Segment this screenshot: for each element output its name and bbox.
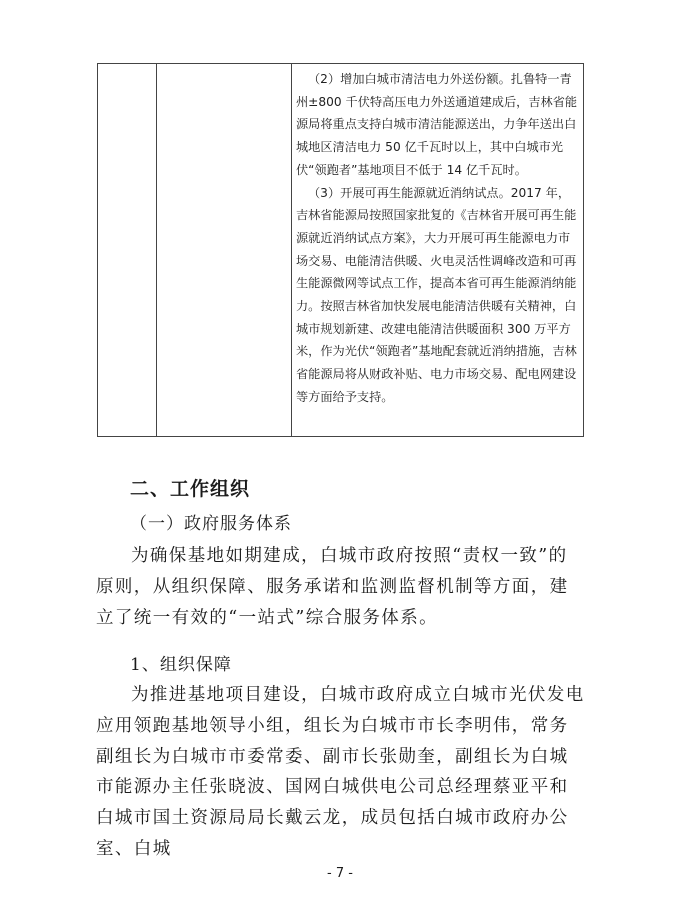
page-number: - 7 - [327,866,353,881]
table-paragraph: （2）增加白城市清洁电力外送份额。扎鲁特一青州±800 千伏特高压电力外送通道建成后，吉林省能源局将重点支持白城市清洁能源送出，力争年送出白城地区清洁电力 50 亿千瓦时以上，其中白城市光伏“领跑者”基地项目不低于 14 亿千瓦时。 [296,72,578,177]
table-column-divider [156,64,157,436]
paragraph-text: 为推进基地项目建设，白城市政府成立白城市光伏发电应用领跑基地领导小组，组长为白城市市长李明伟，常务副组长为白城市市委常委、副市长张勋奎，副组长为白城市能源办主任张晓波、国网白城供电公司总经理蔡亚平和白城市国土资源局局长戴云龙，成员包括白城市政府办公室、白城 [96,685,585,859]
measures-table [97,63,584,437]
paragraph-text: 为确保基地如期建成，白城市政府按照“责权一致”的原则，从组织保障、服务承诺和监测监督机制等方面，建立了统一有效的“一站式”综合服务体系。 [96,546,569,628]
subsection-title: （一）政府服务体系 [130,514,292,534]
table-paragraph: （3）开展可再生能源就近消纳试点。2017 年，吉林省能源局按照国家批复的《吉林省开展可再生能源就近消纳试点方案》，大力开展可再生能源电力市场交易、电能清洁供暖、火电灵活性调峰改造和可再生能源微网等试点工作，提高本省可再生能源消纳能力。按照吉林省加快发展电能清洁供暖有关精神，白城市规划新建、改建电能清洁供暖面积 300 万平方米，作为光伏“领跑者”基地配套就近消纳措施，吉林省能源局将从财政补贴、电力市场交易、配电网建设等方面给予支持。 [296,185,577,404]
body-paragraph [96,680,586,865]
body-paragraph [96,541,586,633]
section-title: 二、工作组织 [130,478,251,500]
item-title: 1、组织保障 [130,655,232,675]
table-column-divider [291,64,292,436]
table-cell-content [296,68,580,409]
